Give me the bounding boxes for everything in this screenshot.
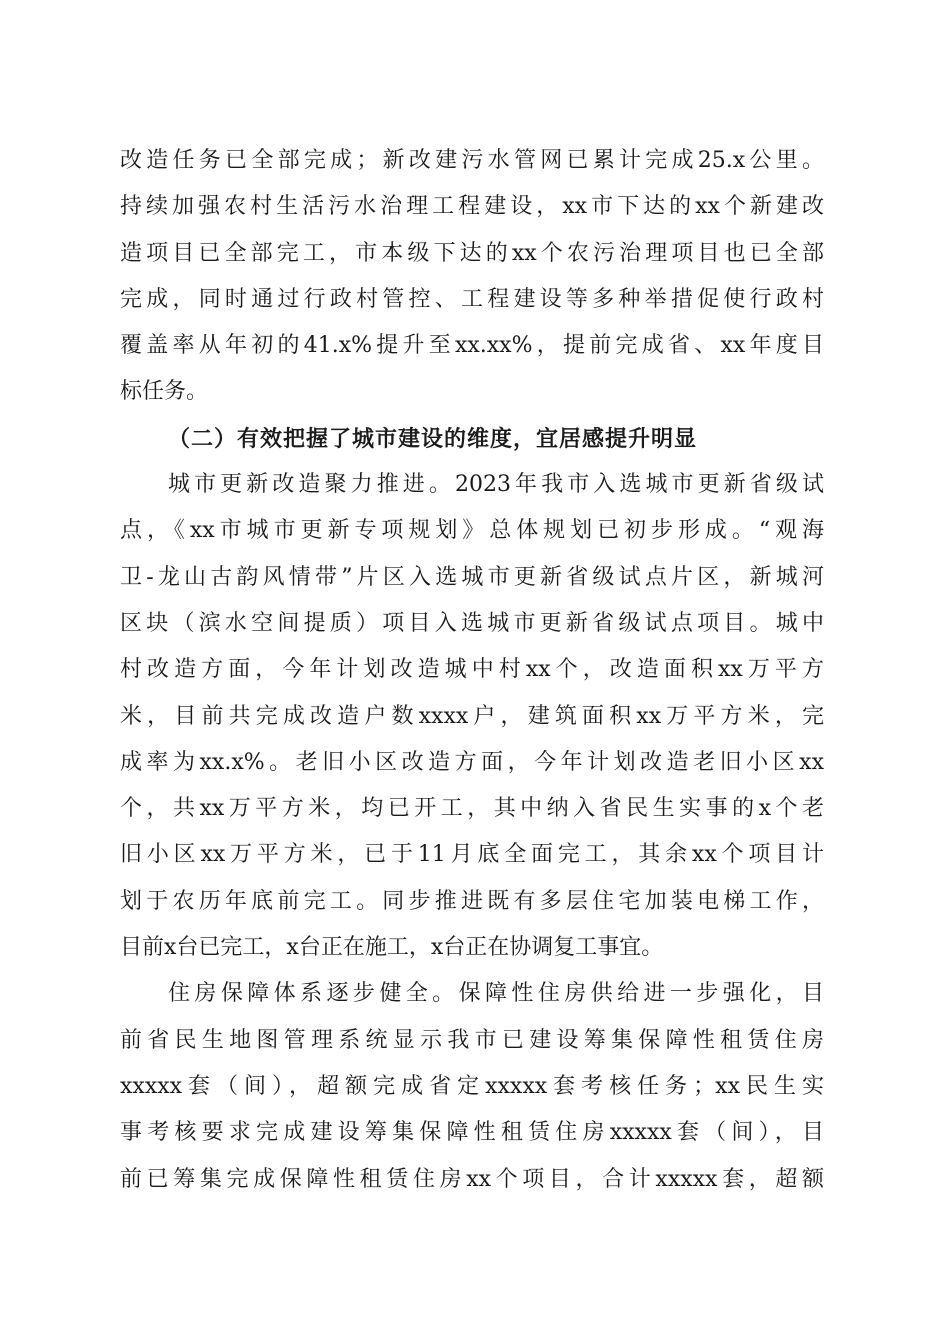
document-page (120, 138, 824, 1203)
text-line: 持续加强农村生活污水治理工程建设，xx市下达的xx个新建改 (120, 194, 824, 220)
text-line: 事考核要求完成建设筹集保障性租赁住房xxxxx套（间），目 (120, 1120, 824, 1146)
paragraph (120, 462, 824, 971)
paragraph (120, 138, 824, 416)
section-heading: （二）有效把握了城市建设的维度，宜居感提升明显 (168, 425, 698, 452)
text-line: 米，目前共完成改造户数xxxx户，建筑面积xx万平方米，完 (120, 703, 824, 729)
text-line: 前已筹集完成保障性租赁住房xx个项目，合计xxxxx套，超额 (120, 1166, 824, 1192)
text-line: 旧小区xx万平方米，已于11月底全面完工，其余xx个项目计 (120, 842, 824, 868)
text-line: 前省民生地图管理系统显示我市已建设筹集保障性租赁住房 (120, 1027, 824, 1053)
text-line: 划于农历年底前完工。同步推进既有多层住宅加装电梯工作， (120, 888, 824, 914)
text-line: 卫-龙山古韵风情带”片区入选城市更新省级试点片区，新城河 (120, 564, 824, 590)
text-line: 点，《xx市城市更新专项规划》总体规划已初步形成。“观海 (120, 518, 824, 544)
text-line: 标任务。 (120, 379, 209, 405)
text-line: 城市更新改造聚力推进。2023年我市入选城市更新省级试 (168, 472, 824, 498)
text-line: 个，共xx万平方米，均已开工，其中纳入省民生实事的x个老 (120, 796, 824, 822)
text-line: 改造任务已全部完成；新改建污水管网已累计完成25.x公里。 (120, 148, 824, 173)
text-line: 造项目已全部完工，市本级下达的xx个农污治理项目也已全部 (120, 240, 824, 266)
text-line: 成率为xx.x%。老旧小区改造方面，今年计划改造老旧小区xx (120, 749, 824, 775)
text-line: 区块（滨水空间提质）项目入选城市更新省级试点项目。城中 (120, 610, 824, 636)
text-line: 完成，同时通过行政村管控、工程建设等多种举措促使行政村 (120, 286, 824, 312)
text-line: 村改造方面，今年计划改造城中村xx个，改造面积xx万平方 (120, 657, 824, 683)
text-line: 覆盖率从年初的41.x%提升至xx.xx%，提前完成省、xx年度目 (120, 333, 824, 359)
text-line: 住房保障体系逐步健全。保障性住房供给进一步强化，目 (168, 981, 824, 1007)
paragraph (120, 971, 824, 1202)
text-line: xxxxx套（间），超额完成省定xxxxx套考核任务；xx民生实 (120, 1073, 824, 1099)
text-line: 目前x台已完工，x台正在施工，x台正在协调复工事宜。 (120, 935, 664, 961)
